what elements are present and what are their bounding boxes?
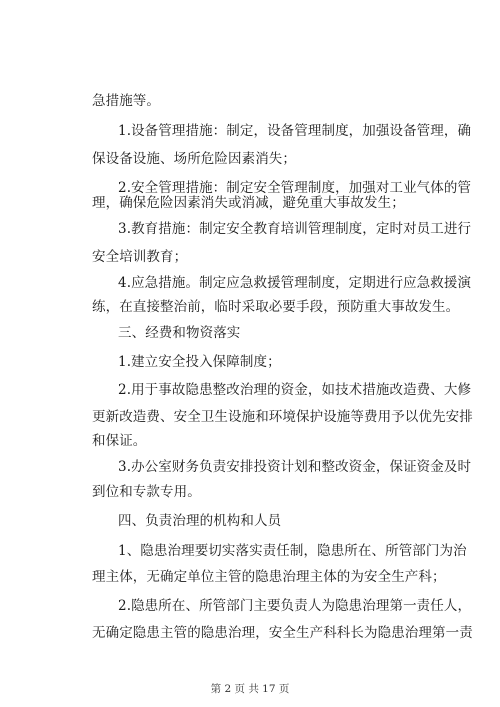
text-line: 练，在直接整治前，临时采取必要手段，预防重大事故发生。 [92, 299, 460, 315]
text-line: 和保证。 [92, 433, 147, 449]
text-line: 保设备设施、场所危险因素消失； [92, 151, 296, 167]
text-line: 1.建立安全投入保障制度； [118, 354, 281, 370]
text-line: 2.用于事故隐患整改治理的资金，如技术措施改造费、大修 [118, 382, 472, 398]
text-line: 2.安全管理措施：制定安全管理制度，加强对工业气体的管 [118, 180, 472, 196]
text-line: 急措施等。 [92, 93, 160, 109]
text-line: 3.教育措施：制定安全教育培训管理制度，定时对员工进行 [118, 221, 472, 237]
text-line: 2.隐患所在、所管部门主要负责人为隐患治理第一责任人， [118, 598, 472, 614]
section-heading: 四、负责治理的机构和人员 [118, 513, 282, 529]
text-line: 到位和专款专用。 [92, 484, 201, 500]
text-line: 理主体，无确定单位主管的隐患治理主体的为安全生产科； [92, 569, 446, 585]
text-line: 更新改造费、安全卫生设施和环境保护设施等费用予以优先安排 [92, 409, 473, 425]
text-line: 4.应急措施。制定应急救援管理制度，定期进行应急救援演 [118, 275, 472, 291]
text-line: 无确定隐患主管的隐患治理，安全生产科科长为隐患治理第一责 [92, 625, 473, 641]
page-number-footer: 第 2 页 共 17 页 [210, 683, 290, 695]
text-line: 1、隐患治理要切实落实责任制，隐患所在、所管部门为治 [118, 543, 467, 559]
text-line: 3.办公室财务负责安排投资计划和整改资金，保证资金及时 [118, 459, 472, 475]
text-line: 安全培训教育； [92, 249, 188, 265]
section-heading: 三、经费和物资落实 [118, 325, 241, 341]
text-line: 1.设备管理措施：制定，设备管理制度，加强设备管理，确 [118, 123, 472, 139]
text-line: 理，确保危险因素消失或消减，避免重大事故发生； [92, 195, 405, 211]
